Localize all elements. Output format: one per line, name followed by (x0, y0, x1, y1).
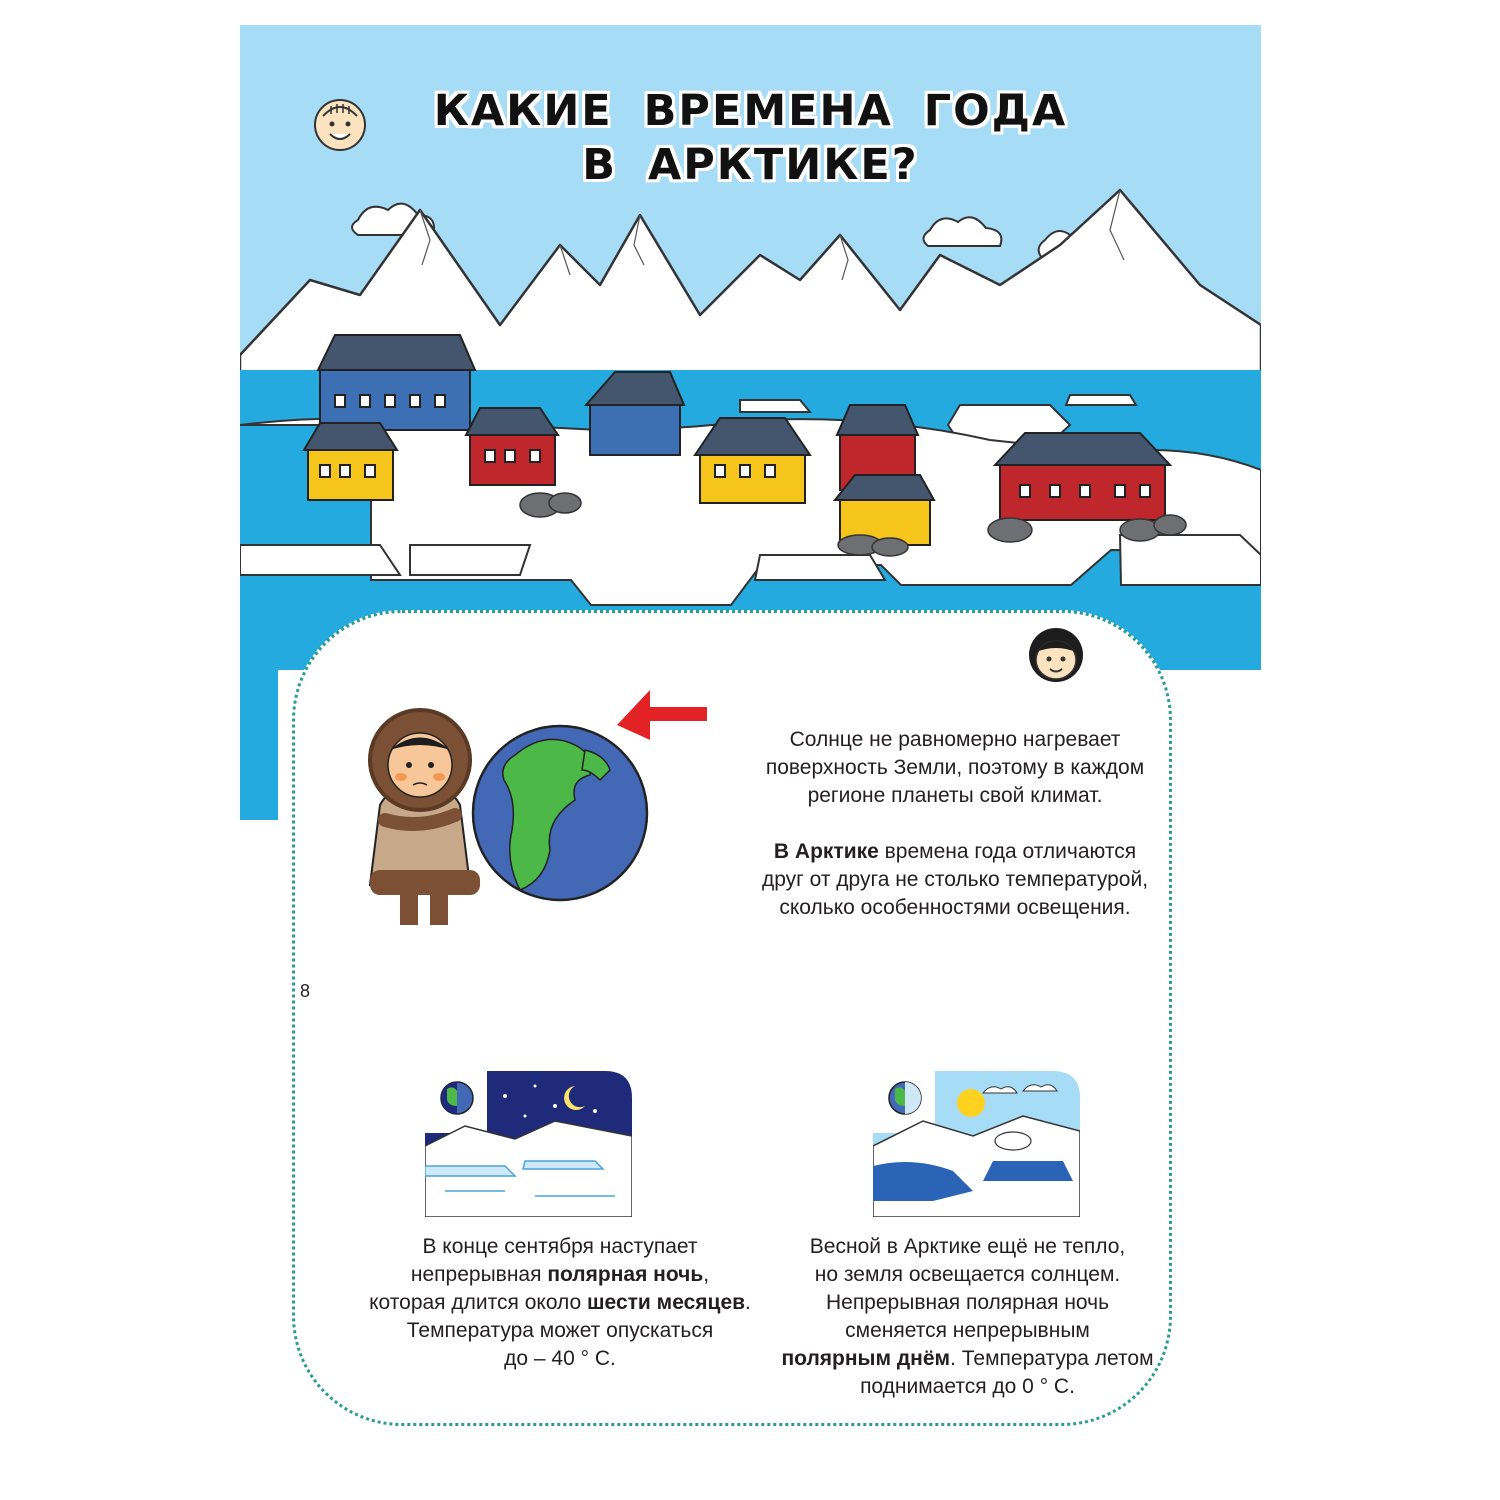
day-line (745, 1345, 1190, 1373)
house-yellow-center (695, 418, 810, 503)
arctic-paragraph (720, 838, 1190, 922)
arctic-line: сколько особенностями освещения. (779, 896, 1131, 919)
night-line: Температура может опускаться (406, 1319, 714, 1342)
inuit-child-globe-illustration (355, 685, 715, 930)
night-line: В конце сентября наступает (422, 1235, 698, 1258)
girl-face-icon (1025, 622, 1087, 684)
arctic-line: друг от друга не столько температурой, (761, 868, 1149, 891)
page-number: 8 (300, 981, 311, 1001)
day-line-text: . Температура летом (950, 1347, 1154, 1370)
house-yellow-left (304, 423, 397, 500)
polar-night-paragraph (300, 1233, 820, 1373)
night-line-text: которая длится около (369, 1291, 588, 1314)
intro-line: Солнце не равномерно нагревает (789, 728, 1121, 751)
intro-line: регионе планеты свой климат. (807, 784, 1103, 807)
intro-paragraph (720, 726, 1190, 810)
intro-line: поверхность Земли, поэтому в каждом (765, 756, 1145, 779)
house-red-1 (466, 408, 558, 485)
page-title-line2: В АРКТИКЕ? (582, 140, 919, 190)
day-line: но земля освещается солнцем. (814, 1263, 1121, 1286)
scene-edge-strip (240, 660, 278, 860)
house-red-large (995, 433, 1170, 520)
night-line-text: , (703, 1263, 710, 1286)
night-line: до – 40 ° С. (504, 1347, 616, 1370)
page-title-line1: КАКИЕ ВРЕМЕНА ГОДА (433, 86, 1068, 136)
polar-day-illustration (873, 1071, 1080, 1217)
day-line: поднимается до 0 ° С. (860, 1375, 1075, 1398)
house-yellow-small (835, 475, 934, 545)
arctic-line (720, 838, 1190, 866)
arctic-bold-lead: В Арктике (773, 840, 879, 863)
polar-night-illustration (425, 1071, 632, 1217)
day-line: Непрерывная полярная ночь (825, 1291, 1110, 1314)
day-line: сменяется непрерывным (845, 1319, 1090, 1342)
polar-day-paragraph (745, 1233, 1190, 1401)
house-blue-large (318, 335, 475, 430)
night-bold: шести месяцев (587, 1291, 746, 1314)
night-line (300, 1261, 820, 1289)
night-line-text: непрерывная (410, 1263, 548, 1286)
night-line-text: . (745, 1291, 751, 1314)
arctic-line-rest: времена года отличаются (878, 840, 1137, 863)
night-line (300, 1289, 820, 1317)
day-line: Весной в Арктике ещё не тепло, (809, 1235, 1126, 1258)
night-bold: полярная ночь (547, 1263, 704, 1286)
day-bold: полярным днём (781, 1347, 951, 1370)
